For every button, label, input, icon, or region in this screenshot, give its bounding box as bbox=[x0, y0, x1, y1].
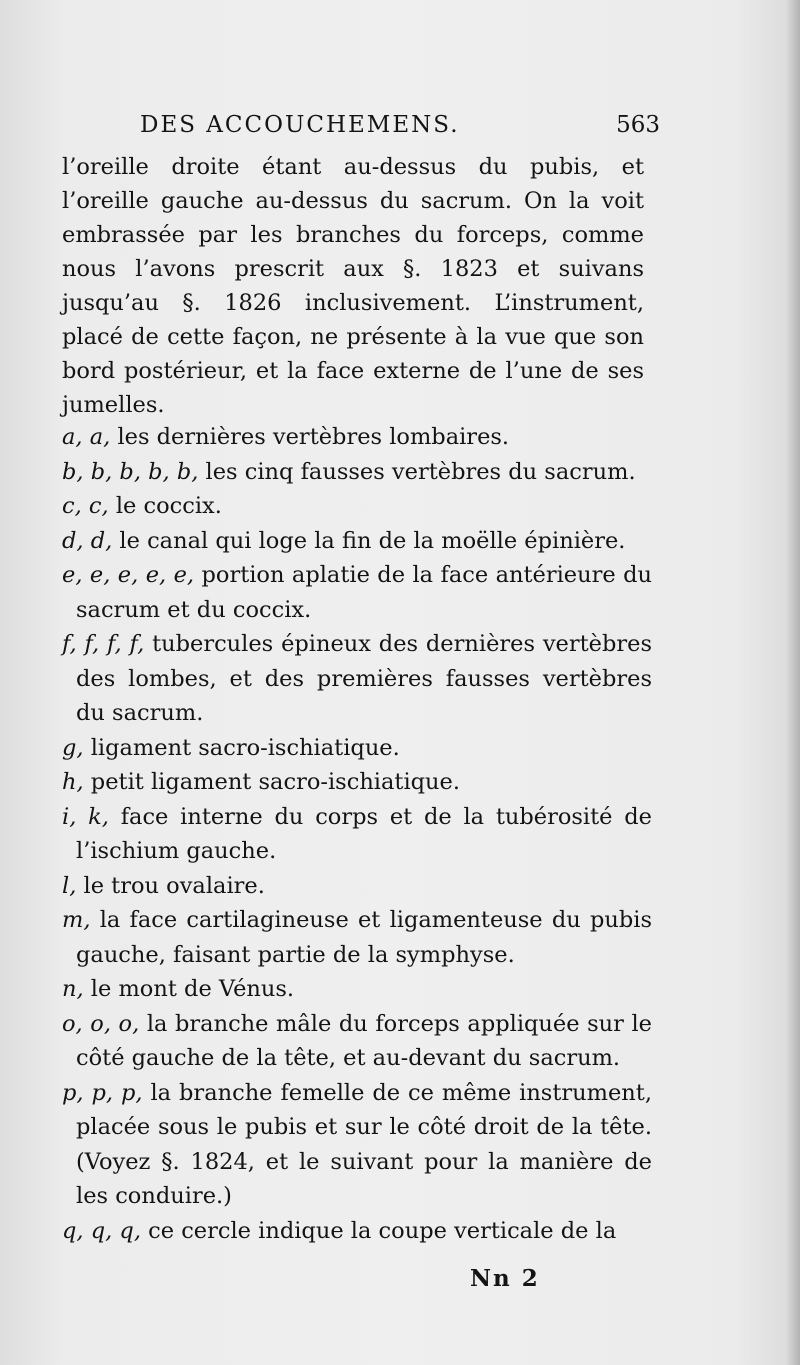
legend-key: b, b, b, b, b, bbox=[62, 458, 199, 485]
legend-key: i, k, bbox=[62, 803, 109, 830]
legend-text: le canal qui loge la fin de la moëlle épinière. bbox=[112, 527, 626, 554]
legend-text: le trou ovalaire. bbox=[76, 872, 265, 899]
legend-key: g, bbox=[62, 734, 84, 761]
legend-entry-l bbox=[62, 869, 652, 904]
legend-entry-q bbox=[62, 1214, 652, 1249]
legend-text: les dernières vertèbres lombaires. bbox=[110, 424, 510, 450]
legend-text: tubercules épineux des dernières vertèbres des lombes, et des premières fausses vertèbres du sacrum. bbox=[76, 631, 653, 726]
legend-entry-h bbox=[62, 765, 652, 800]
legend-text: portion aplatie de la face antérieure du sacrum et du coccix. bbox=[76, 562, 652, 623]
legend-entry-p bbox=[62, 1076, 652, 1214]
legend-entry-g bbox=[62, 731, 652, 766]
page-number: 563 bbox=[616, 112, 660, 138]
legend-text: ligament sacro-ischiatique. bbox=[83, 734, 400, 761]
signature-mark: Nn 2 bbox=[470, 1265, 540, 1292]
legend-entry-m bbox=[62, 903, 652, 972]
legend-key: q, q, q, bbox=[62, 1217, 141, 1244]
legend-entry-i-k bbox=[62, 800, 652, 869]
legend-key: m, bbox=[62, 907, 91, 933]
legend-entry-d bbox=[62, 524, 652, 559]
legend-text: petit ligament sacro-ischiatique. bbox=[83, 769, 461, 795]
legend-key: o, o, o, bbox=[62, 1010, 140, 1037]
legend-text: face interne du corps et de la tubérosité de l’ischium gauche. bbox=[76, 803, 652, 864]
legend-entry-n bbox=[62, 972, 652, 1007]
legend-text: le coccix. bbox=[108, 493, 222, 519]
legend-text: la face cartilagineuse et ligamenteuse du pubis gauche, faisant partie de la symphyse. bbox=[76, 907, 652, 968]
legend-entry-b bbox=[62, 455, 652, 490]
legend-text: les cinq fausses vertèbres du sacrum. bbox=[198, 458, 636, 485]
legend-key: a, a, bbox=[62, 424, 111, 450]
legend-text: ce cercle indique la coupe verticale de la bbox=[140, 1217, 617, 1244]
legend-entry-c bbox=[62, 489, 652, 524]
running-header bbox=[140, 112, 660, 148]
legend-key: e, e, e, e, e, bbox=[62, 562, 195, 588]
intro-paragraph bbox=[62, 150, 644, 422]
legend-entry-f bbox=[62, 627, 652, 731]
running-title: DES ACCOUCHEMENS. bbox=[140, 112, 460, 138]
page-edge-shadow bbox=[786, 0, 800, 1365]
legend-key: p, p, p, bbox=[62, 1079, 143, 1106]
legend-text: la branche femelle de ce même instrument, placée sous le pubis et sur le côté droit de la tête. (Voyez §. 1824, et le suivant pour la manière de les conduire.) bbox=[76, 1079, 652, 1209]
legend-key: h, bbox=[62, 769, 84, 795]
legend-text: le mont de Vénus. bbox=[83, 976, 295, 1002]
legend-key: f, f, f, f, bbox=[62, 631, 145, 657]
intro-text: l’oreille droite étant au-dessus du pubis, et l’oreille gauche au-dessus du sacrum. On la voit embrassée par les branches du forceps, comme nous l’avons prescrit aux §. 1823 et suivans jusqu’au §. 1826 inclusivement. L’instrument, placé de cette façon, ne présente à la vue que son bord postérieur, et la face externe de l’une de ses jumelles. bbox=[62, 154, 644, 418]
legend-key: c, c, bbox=[62, 493, 109, 519]
legend-key: l, bbox=[62, 872, 77, 899]
legend-entry-o bbox=[62, 1007, 652, 1076]
legend-entry-e bbox=[62, 558, 652, 627]
legend-key: n, bbox=[62, 976, 84, 1002]
legend-key: d, d, bbox=[62, 527, 113, 554]
legend-text: la branche mâle du forceps appliquée sur le côté gauche de la tête, et au-devant du sacrum. bbox=[76, 1010, 652, 1071]
figure-legend bbox=[62, 420, 652, 1248]
legend-entry-a bbox=[62, 420, 652, 455]
